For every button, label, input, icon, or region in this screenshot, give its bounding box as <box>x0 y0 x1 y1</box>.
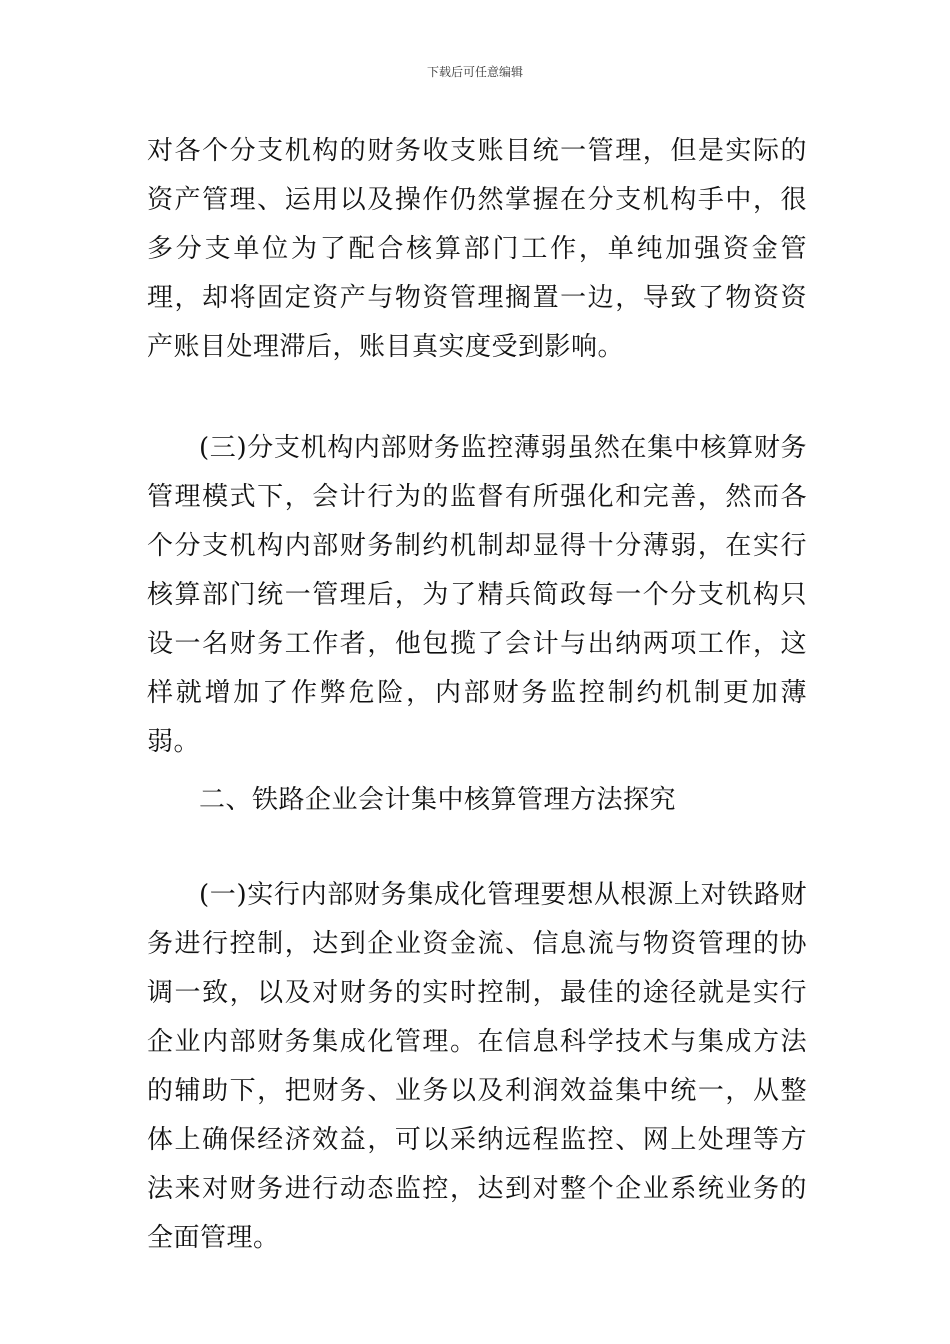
paragraph-section-3: (三)分支机构内部财务监控薄弱虽然在集中核算财务管理模式下，会计行为的监督有所强化和完善，然而各个分支机构内部财务制约机制却显得十分薄弱，在实行核算部门统一管理后，为了精兵简政每一个分支机构只设一名财务工作者，他包揽了会计与出纳两项工作，这样就增加了作弊危险，内部财务监控制约机制更加薄弱。 <box>147 433 807 757</box>
page-header: 下载后可任意编辑 <box>426 65 523 79</box>
paragraph-continuation: 对各个分支机构的财务收支账目统一管理，但是实际的资产管理、运用以及操作仍然掌握在分支机构手中，很多分支单位为了配合核算部门工作，单纯加强资金管理，却将固定资产与物资管理搁置一边，导致了物资资产账目处理滞后，账目真实度受到影响。 <box>147 136 807 362</box>
section-heading-2: 二、铁路企业会计集中核算管理方法探究 <box>199 785 677 815</box>
paragraph-subsection-1: (一)实行内部财务集成化管理要想从根源上对铁路财务进行控制，达到企业资金流、信息流与物资管理的协调一致，以及对财务的实时控制，最佳的途径就是实行企业内部财务集成化管理。在信息科学技术与集成方法的辅助下，把财务、业务以及利润效益集中统一，从整体上确保经济效益，可以采纳远程监控、网上处理等方法来对财务进行动态监控，达到对整个企业系统业务的全面管理。 <box>147 880 807 1253</box>
